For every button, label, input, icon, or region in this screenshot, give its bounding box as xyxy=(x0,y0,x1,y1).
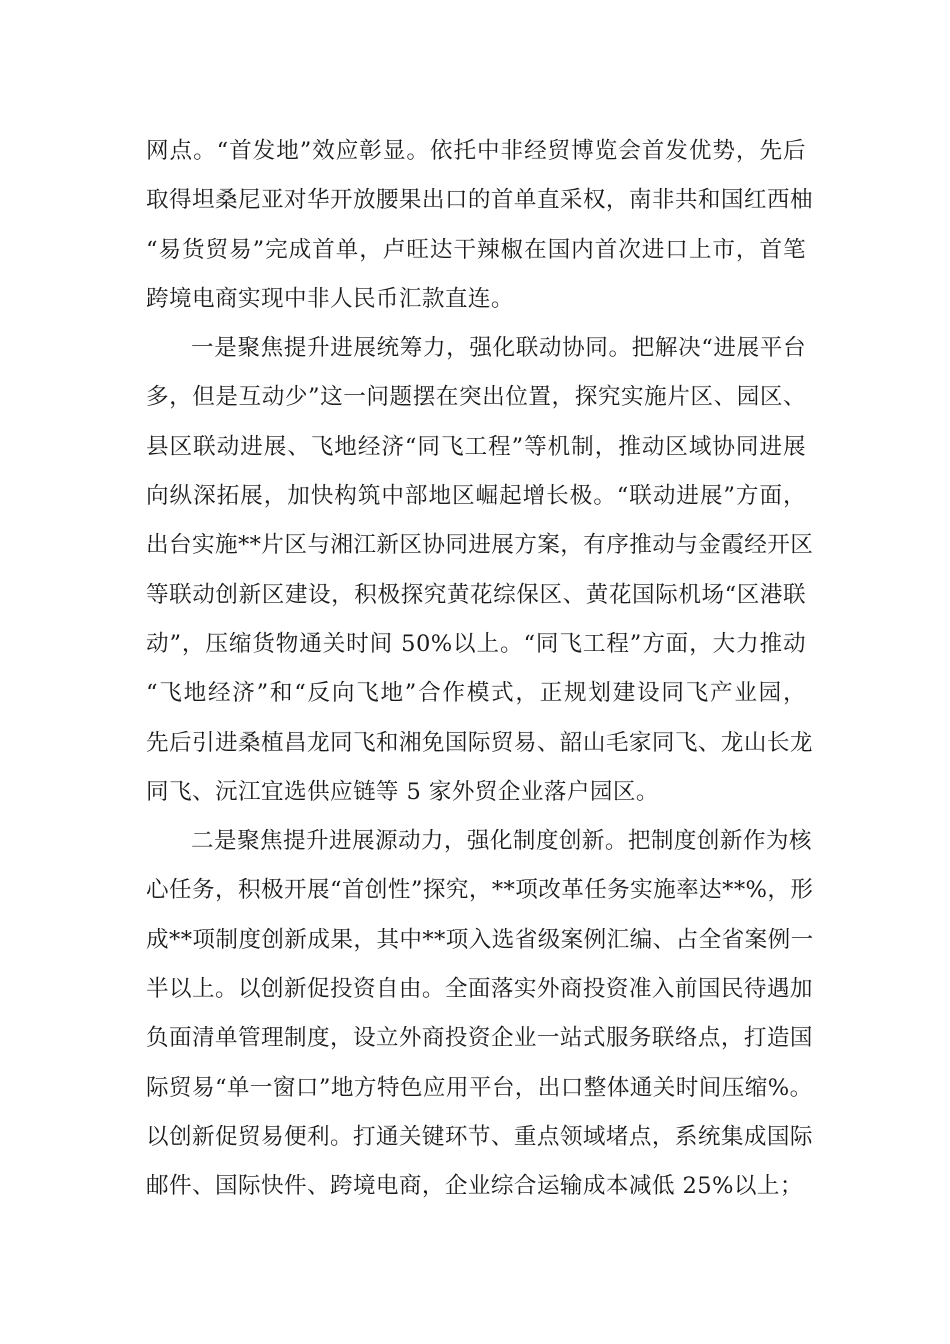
text-line: “飞地经济”和“反向飞地”合作模式，正规划建设同飞产业园， xyxy=(146,680,806,707)
text-line: 一是聚焦提升进展统筹力，强化联动协同。把解决“进展平台 xyxy=(191,335,806,362)
paragraph-3 xyxy=(146,817,814,1211)
text-line: 取得坦桑尼亚对华开放腰果出口的首单直采权，南非共和国红西柚 xyxy=(146,187,813,214)
text-line: 网点。“首发地”效应彰显。依托中非经贸博览会首发优势，先后 xyxy=(146,138,806,164)
text-line: 负面清单管理制度，设立外商投资企业一站式服务联络点，打造国 xyxy=(146,1025,813,1052)
text-line: 成**项制度创新成果，其中**项入选省级案例汇编、占全省案例一 xyxy=(146,926,814,953)
document-body xyxy=(146,127,814,1212)
text-line: 等联动创新区建设，积极探究黄花综保区、黄花国际机场“区港联 xyxy=(146,581,806,608)
text-line: 多，但是互动少”这一问题摆在突出位置，探究实施片区、园区、 xyxy=(146,384,806,411)
text-line: 县区联动进展、飞地经济“同飞工程”等机制，推动区域协同进展 xyxy=(146,433,806,460)
text-line: 先后引进桑植昌龙同飞和湘免国际贸易、韶山毛家同飞、龙山长龙 xyxy=(146,729,813,756)
text-line: 以创新促贸易便利。打通关键环节、重点领域堵点，系统集成国际 xyxy=(146,1123,813,1150)
text-line: 邮件、国际快件、跨境电商，企业综合运输成本减低 25%以上； xyxy=(146,1173,803,1200)
text-line: 动”，压缩货物通关时间 50%以上。“同飞工程”方面，大力推动 xyxy=(146,630,806,657)
text-line: 心任务，积极开展“首创性”探究，**项改革任务实施率达**%，形 xyxy=(146,877,814,904)
paragraph-1 xyxy=(146,127,813,324)
text-line: 半以上。以创新促投资自由。全面落实外商投资准入前国民待遇加 xyxy=(146,976,813,1003)
text-line: 向纵深拓展，加快构筑中部地区崛起增长极。“联动进展”方面， xyxy=(146,483,806,510)
text-line: 二是聚焦提升进展源动力，强化制度创新。把制度创新作为核 xyxy=(191,828,812,855)
text-line: 出台实施**片区与湘江新区协同进展方案，有序推动与金霞经开区 xyxy=(146,532,814,559)
text-line: 际贸易“单一窗口”地方特色应用平台，出口整体通关时间压缩%。 xyxy=(146,1074,813,1101)
text-line: 同飞、沅江宜选供应链等 5 家外贸企业落户园区。 xyxy=(146,778,659,805)
text-line: “易货贸易”完成首单，卢旺达干辣椒在国内首次进口上市，首笔 xyxy=(146,236,806,263)
text-line: 跨境电商实现中非人民币汇款直连。 xyxy=(146,285,514,312)
paragraph-2 xyxy=(146,324,814,817)
